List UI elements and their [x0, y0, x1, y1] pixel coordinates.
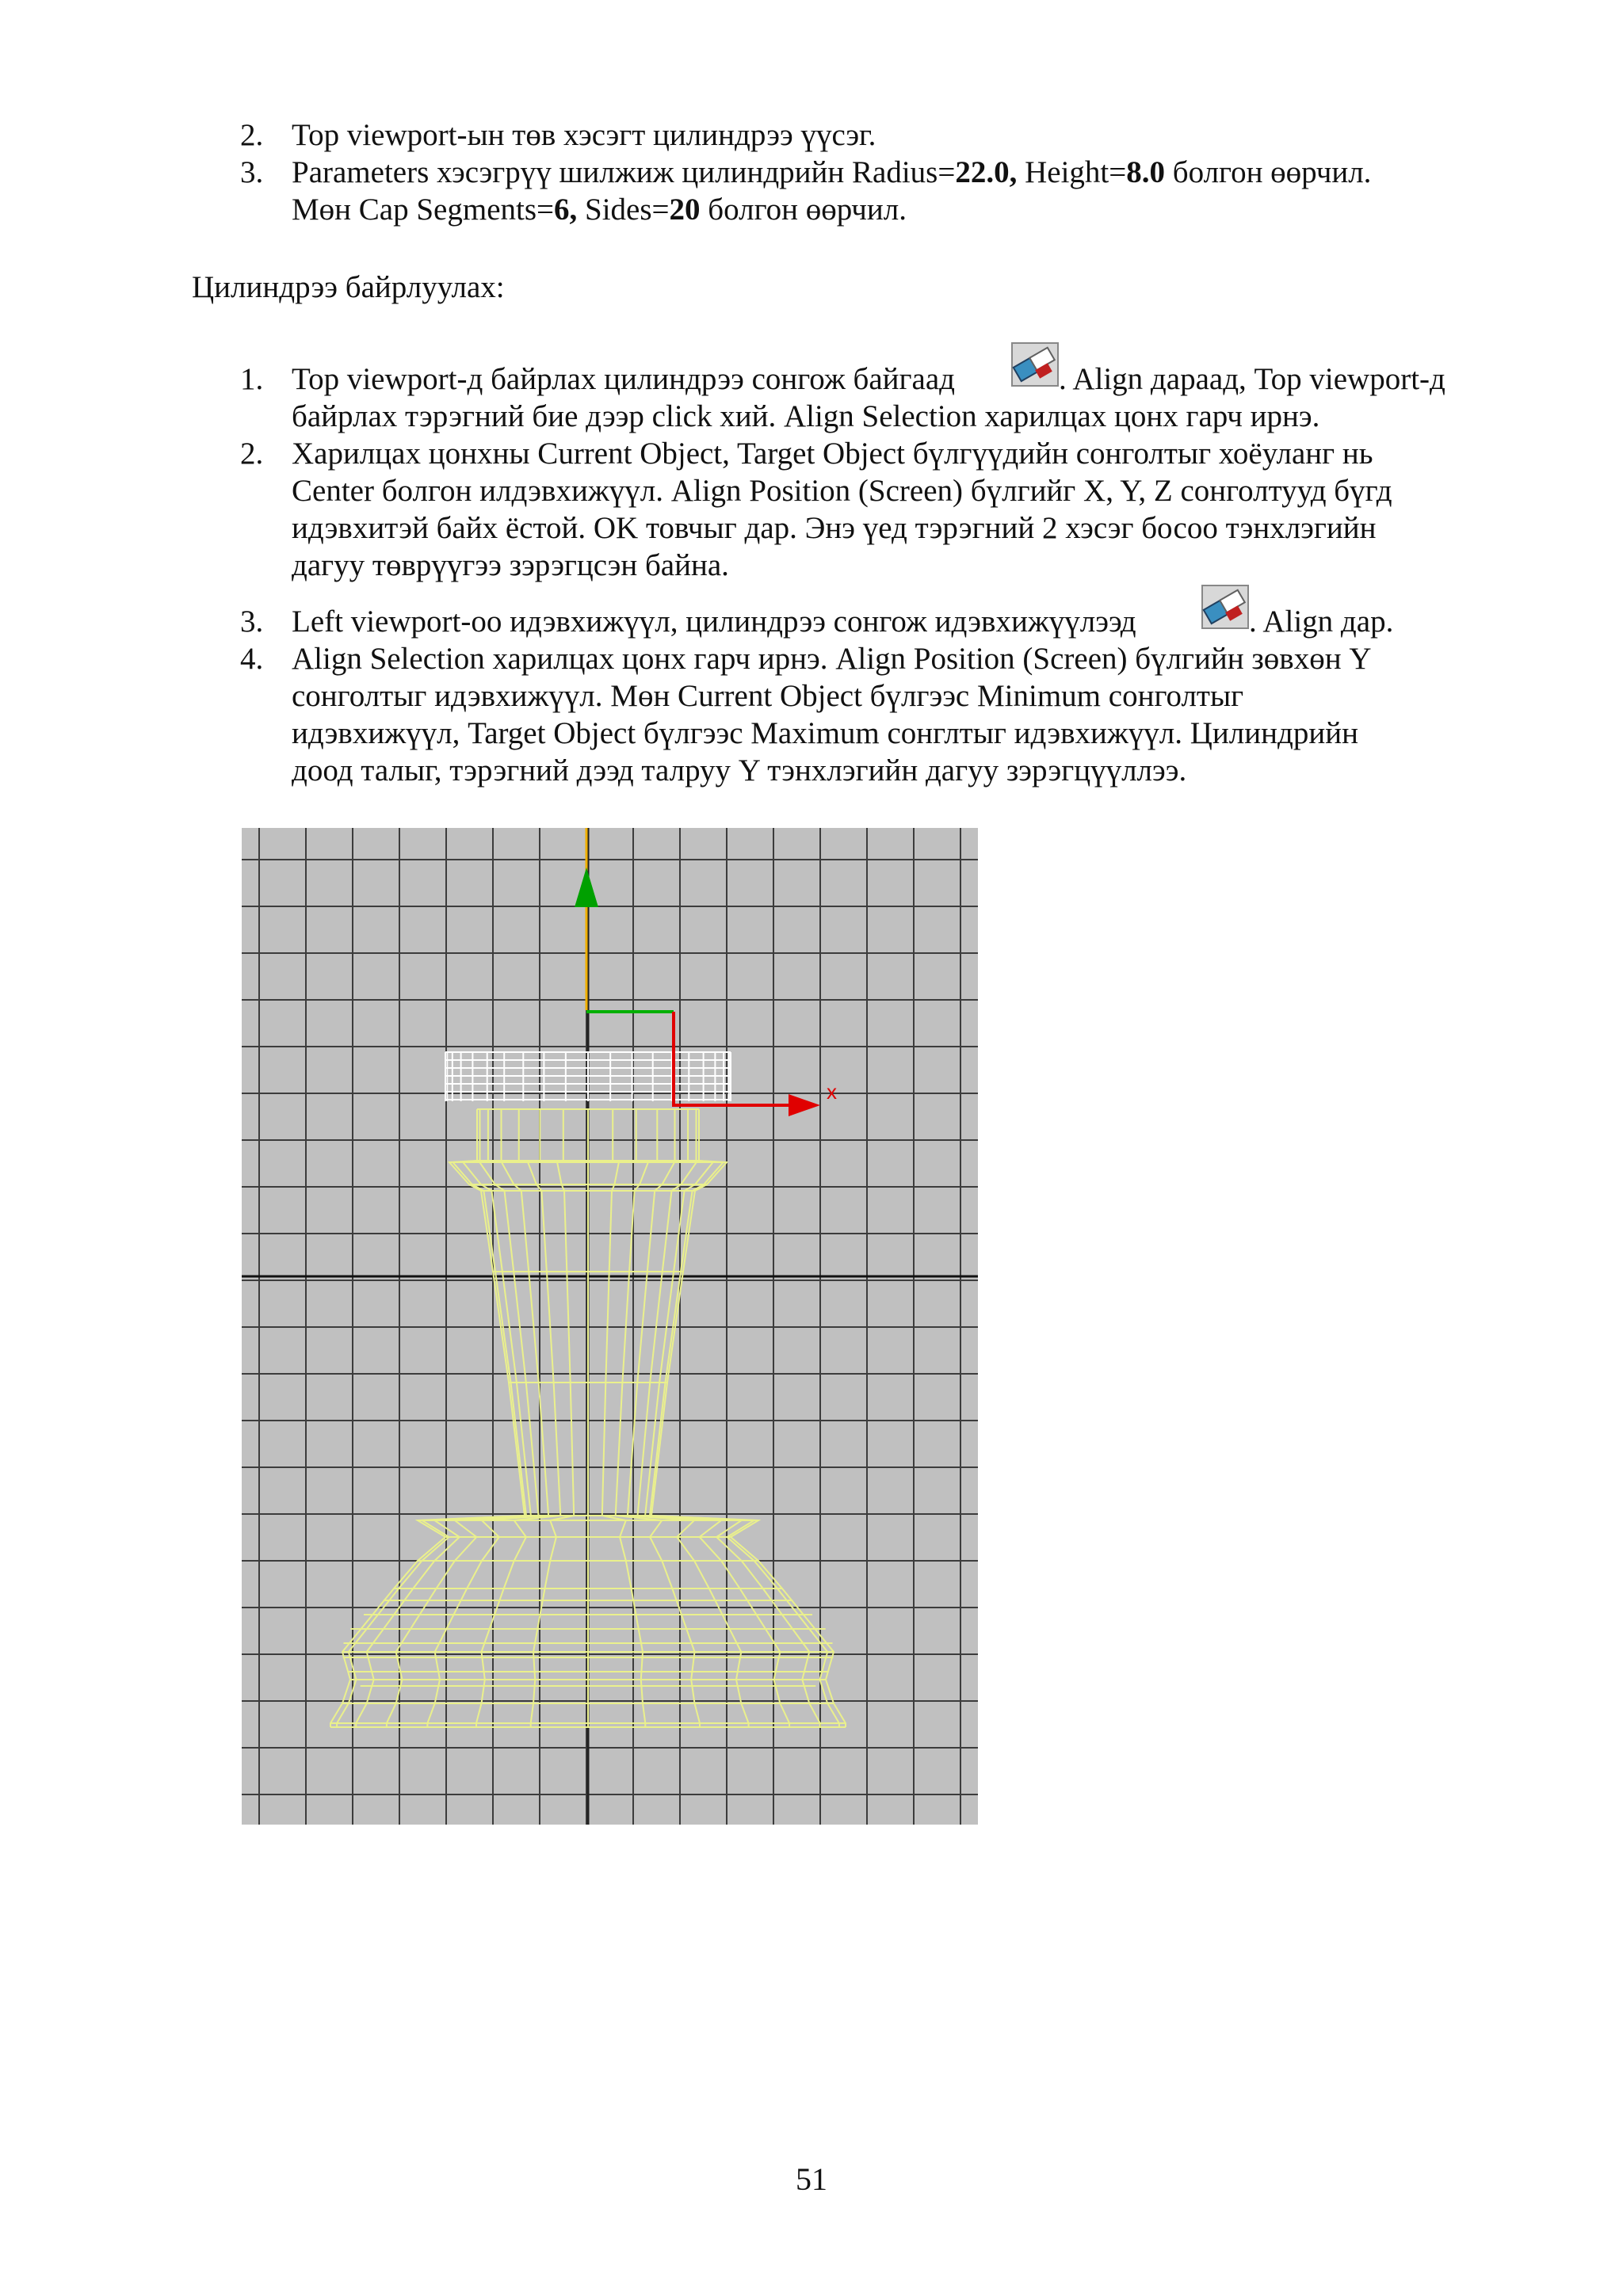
section-heading: Цилиндрээ байрлуулах:	[192, 270, 505, 304]
step-text-line2: байрлах тэрэгний бие дээр click хий. Align Selection харилцах цонх гарч ирнэ.	[292, 399, 1320, 433]
step-text-line1a: Top viewport-д байрлах цилиндрээ сонгож байгаад	[292, 362, 955, 396]
step-text-line1a: Left viewport-оо идэвхижүүл, цилиндрээ сонгож идэвхижүүлээд	[292, 605, 1136, 639]
step-text-line1: Align Selection харилцах цонх гарч ирнэ. Align Position (Screen) бүлгийн зөвхөн Y	[292, 642, 1372, 676]
step-number: 2.	[240, 118, 264, 152]
page-number: 51	[796, 2161, 827, 2197]
step-number: 4.	[240, 642, 264, 676]
viewport-screenshot	[242, 828, 978, 1825]
step-text-line3: идэвхитэй байх ёстой. OK товчыг дар. Энэ үед тэрэгний 2 хэсэг босоо тэнхлэгийн	[292, 511, 1377, 545]
step-number: 1.	[240, 362, 264, 396]
x-axis-label: x	[827, 1080, 837, 1104]
step-text-line2: Center болгон илдэвхижүүл. Align Position (Screen) бүлгийг X, Y, Z сонголтууд бүгд	[292, 474, 1392, 508]
step-text-line3: идэвхижүүл, Target Object бүлгээс Maximum сонглтыг идэвхижүүл. Цилиндрийн	[292, 716, 1358, 750]
step-text: Top viewport-ын төв хэсэгт цилиндрээ үүсэг.	[292, 118, 876, 152]
align-icon	[1011, 342, 1059, 387]
step-text-line1: Харилцах цонхны Current Object, Target Object бүлгүүдийн сонголтыг хоёуланг нь	[292, 437, 1373, 471]
step-text-line1: Parameters хэсэгрүү шилжиж цилиндрийн Radius=22.0, Height=8.0 болгон өөрчил.	[292, 155, 1372, 189]
step-text-line1b: . Align дараад, Top viewport-д	[1059, 362, 1445, 396]
step-number: 3.	[240, 605, 264, 639]
step-number: 2.	[240, 437, 264, 471]
step-text-line2: сонголтыг идэвхижүүл. Мөн Current Object бүлгээс Minimum сонголтыг	[292, 679, 1244, 713]
step-text-line4: доод талыг, тэрэгний дээд талруу Y тэнхлэгийн дагуу зэрэгцүүллээ.	[292, 753, 1187, 788]
viewport-wireframe	[242, 828, 978, 1825]
step-text-line2: Мөн Cap Segments=6, Sides=20 болгон өөрчил.	[292, 193, 907, 227]
step-text-line4: дагуу төврүүгээ зэрэгцсэн байна.	[292, 548, 729, 582]
step-text-line1b: . Align дар.	[1249, 605, 1394, 639]
step-number: 3.	[240, 155, 264, 189]
align-icon	[1201, 585, 1249, 629]
